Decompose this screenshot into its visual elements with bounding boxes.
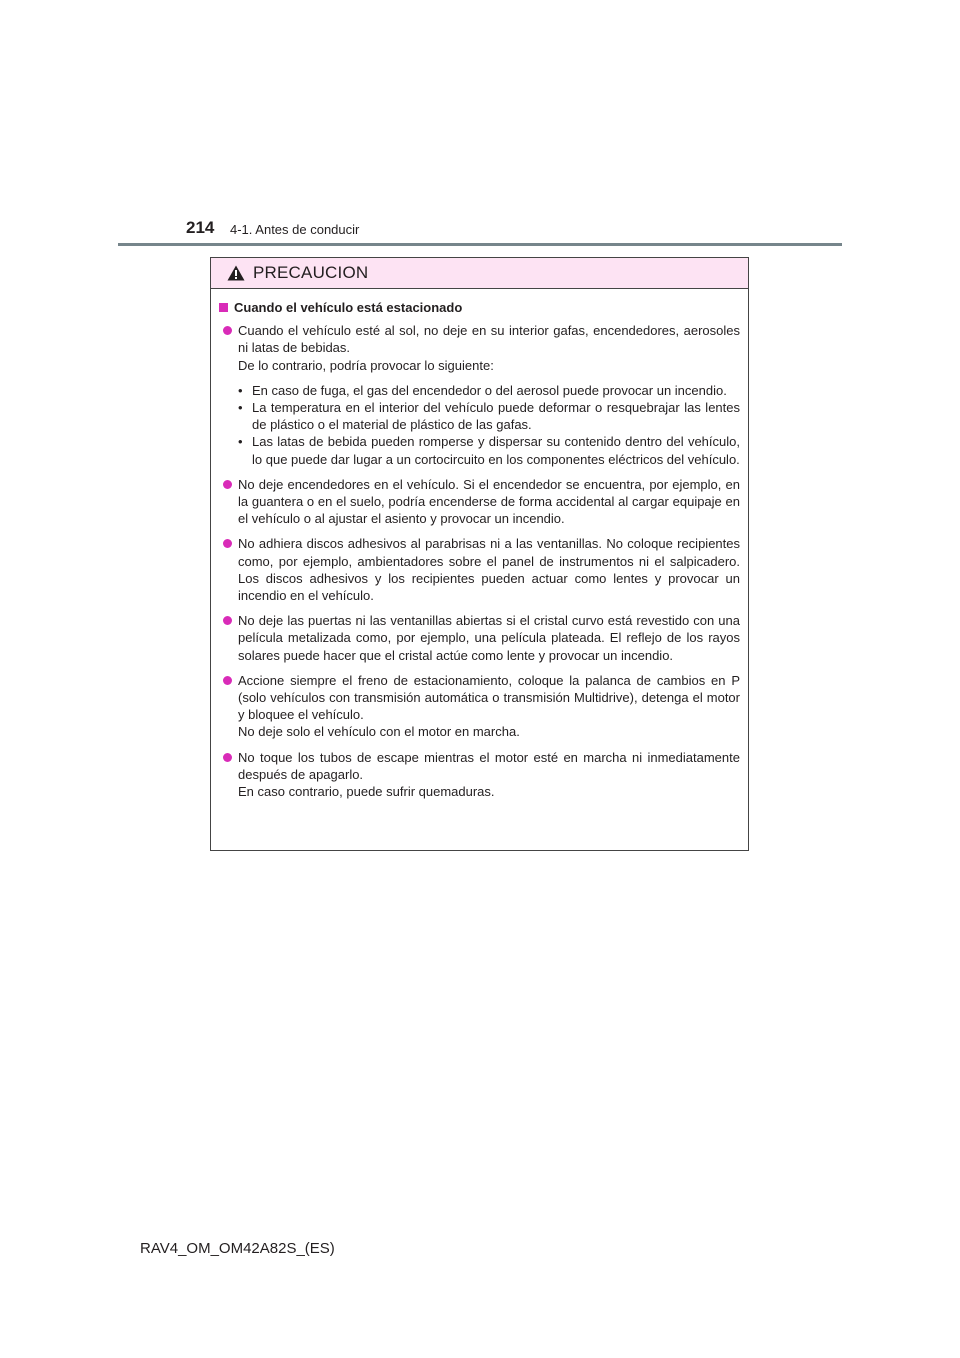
round-bullet-icon: [223, 326, 232, 335]
warning-triangle-icon: [227, 265, 245, 281]
caution-title: PRECAUCION: [253, 263, 369, 282]
item-line: No deje solo el vehículo con el motor en marcha.: [238, 724, 520, 740]
round-bullet-icon: [223, 753, 232, 762]
caution-item: [219, 612, 740, 664]
caution-item-text: [238, 535, 740, 604]
sublist-item: [238, 382, 740, 399]
item-line: No adhiera discos adhesivos al parabrisas ni a las ventanillas. No coloque recipientes como, por ejemplo, ambientadores sobre el panel de instrumentos ni el salpicadero. Los discos adhesivos y los recipientes pueden actuar como lentes y provocar un incendio en el vehículo.: [238, 536, 740, 604]
section-title: 4-1. Antes de conducir: [230, 222, 360, 237]
item-line: No deje encendedores en el vehículo. Si el encendedor se encuentra, por ejemplo, en la guantera o en el suelo, podría encenderse de forma accidental al cargar equipaje en el vehículo o al ajustar el asiento y provocar un incendio.: [238, 476, 740, 527]
caution-item-text: [238, 322, 740, 468]
round-bullet-icon: [223, 539, 232, 548]
caution-sublist: [238, 382, 740, 468]
item-line: En caso contrario, puede sufrir quemaduras.: [238, 784, 495, 800]
item-line: No deje las puertas ni las ventanillas abiertas si el cristal curvo está revestido con una película metalizada como, por ejemplo, una película plateada. El reflejo de los rayos solares puede hacer que el cristal actúe como lente y provocar un incendio.: [238, 613, 740, 663]
item-line: Cuando el vehículo esté al sol, no deje en su interior gafas, encendedores, aerosoles ni latas de bebidas.: [238, 323, 740, 356]
sublist-item: [238, 433, 740, 467]
caution-subheading: [219, 299, 740, 316]
caution-item: [219, 476, 740, 528]
sub-bullet-icon: •: [238, 434, 243, 450]
sublist-item-text: Las latas de bebida pueden romperse y dispersar su contenido dentro del vehículo, lo que puede dar lugar a un cortocircuito en los componentes eléctricos del vehículo.: [252, 434, 740, 467]
sub-bullet-icon: •: [238, 400, 243, 416]
square-bullet-icon: [219, 303, 228, 312]
sub-bullet-icon: •: [238, 382, 243, 398]
item-line: No toque los tubos de escape mientras el motor esté en marcha ni inmediatamente después de apagarlo.: [238, 749, 740, 782]
header-rule: [118, 243, 842, 246]
caution-box: [210, 257, 749, 851]
footer-document-code: RAV4_OM_OM42A82S_(ES): [140, 1240, 335, 1257]
caution-item-text: [238, 612, 740, 664]
sublist-item-text: En caso de fuga, el gas del encendedor o del aerosol puede provocar un incendio.: [252, 382, 727, 398]
sublist-item: [238, 399, 740, 433]
caution-item-text: [238, 672, 740, 741]
page-number: 214: [186, 218, 215, 237]
caution-item: [219, 535, 740, 604]
caution-item: [219, 322, 740, 468]
caution-item-text: [238, 476, 740, 528]
caution-item-text: [238, 749, 740, 801]
sublist-item-text: La temperatura en el interior del vehículo puede deformar o resquebrajar las lentes de plástico o el material de plástico de las gafas.: [252, 400, 740, 433]
round-bullet-icon: [223, 616, 232, 625]
item-line: De lo contrario, podría provocar lo siguiente:: [238, 357, 494, 373]
item-line: Accione siempre el freno de estacionamiento, coloque la palanca de cambios en P (solo vehículos con transmisión automática o transmisión Multidrive), detenga el motor y bloquee el vehículo.: [238, 672, 740, 723]
caution-body: [211, 289, 748, 800]
caution-header: [211, 258, 748, 289]
round-bullet-icon: [223, 480, 232, 489]
subheading-text: Cuando el vehículo está estacionado: [234, 300, 463, 315]
caution-item: [219, 672, 740, 741]
caution-item: [219, 749, 740, 801]
round-bullet-icon: [223, 676, 232, 685]
